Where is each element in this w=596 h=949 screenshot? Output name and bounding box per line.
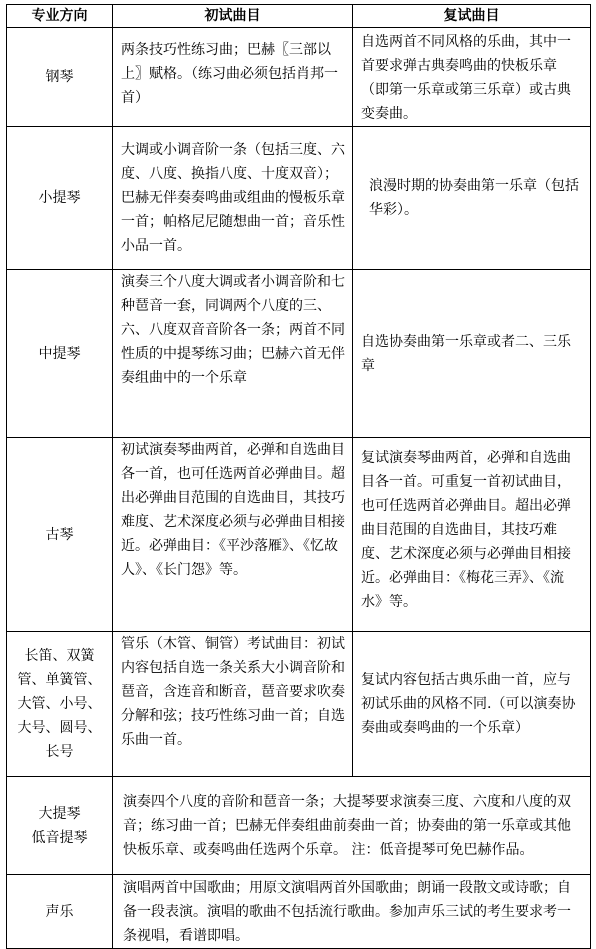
major-cell: 长笛、双簧管、单簧管、大管、小号、大号、圆号、长号 [7, 632, 113, 777]
preliminary-cell: 初试演奏琴曲两首，必弹和自选曲目各一首，也可任选两首必弹曲目。超出必弹曲目范围的自选曲目，其技巧难度、艺术深度必须与必弹曲目相接近。必弹曲目：《平沙落雁》、《忆故人》、《长门怨》等。 [113, 438, 353, 632]
header-retest: 复试曲目 [353, 5, 591, 28]
merged-content-cell: 演奏四个八度的音阶和琶音一条；大提琴要求演奏三度、六度和八度的双音；练习曲一首；巴赫无伴奏组曲前奏曲一首；协奏曲的第一乐章或其他快板乐章、或奏鸣曲任选两个乐章。 注：低音提琴可免巴赫作品。 [113, 777, 591, 875]
retest-cell: 复试内容包括古典乐曲一首，应与初试乐曲的风格不同.（可以演奏协奏曲或奏鸣曲的一个乐章） [353, 632, 591, 777]
major-cell: 钢琴 [7, 28, 113, 127]
table-row-piano [7, 28, 591, 127]
table-row-winds [7, 632, 591, 777]
table-row-cello-bass [7, 777, 591, 875]
retest-cell: 自选协奏曲第一乐章或者二、三乐章 [353, 270, 591, 438]
merged-content-cell: 演唱两首中国歌曲；用原文演唱两首外国歌曲；朗诵一段散文或诗歌；自备一段表演。演唱的歌曲不包括流行歌曲。参加声乐三试的考生要求考一条视唱，看谱即唱。 [113, 875, 591, 949]
preliminary-cell: 演奏三个八度大调或者小调音阶和七种琶音一套，同调两个八度的三、六、八度双音音阶各一条；两首不同性质的中提琴练习曲；巴赫六首无伴奏组曲中的一个乐章 [113, 270, 353, 438]
table-row-viola [7, 270, 591, 438]
major-cello: 大提琴 [38, 805, 81, 822]
major-cell: 小提琴 [7, 127, 113, 270]
major-cell [7, 777, 113, 875]
table-row-vocal [7, 875, 591, 949]
preliminary-cell: 两条技巧性练习曲；巴赫〖三部以上〗赋格。（练习曲必须包括肖邦一首） [113, 28, 353, 127]
major-double-bass: 低音提琴 [31, 829, 88, 846]
header-preliminary: 初试曲目 [113, 5, 353, 28]
retest-cell: 浪漫时期的协奏曲第一乐章（包括华彩）。 [353, 127, 591, 270]
preliminary-cell: 大调或小调音阶一条（包括三度、六度、八度、换指八度、十度双音）；巴赫无伴奏奏鸣曲或组曲的慢板乐章一首；帕格尼尼随想曲一首；音乐性小品一首。 [113, 127, 353, 270]
retest-cell: 自选两首不同风格的乐曲，其中一首要求弹古典奏鸣曲的快板乐章（即第一乐章或第三乐章）或古典变奏曲。 [353, 28, 591, 127]
retest-cell: 复试演奏琴曲两首，必弹和自选曲目各一首。可重复一首初试曲目，也可任选两首必弹曲目。超出必弹曲目范围的自选曲目，其技巧难度、艺术深度必须与必弹曲目相接近。必弹曲目：《梅花三弄》、《流水》等。 [353, 438, 591, 632]
major-cell: 中提琴 [7, 270, 113, 438]
major-cell: 古琴 [7, 438, 113, 632]
exam-repertoire-table [6, 4, 591, 949]
table-row-violin [7, 127, 591, 270]
major-cell: 声乐 [7, 875, 113, 949]
table-header-row [7, 5, 591, 28]
preliminary-cell: 管乐（木管、铜管）考试曲目：初试内容包括自选一条关系大小调音阶和琶音，含连音和断音，琶音要求吹奏分解和弦；技巧性练习曲一首；自选乐曲一首。 [113, 632, 353, 777]
table-row-guqin [7, 438, 591, 632]
header-major: 专业方向 [7, 5, 113, 28]
